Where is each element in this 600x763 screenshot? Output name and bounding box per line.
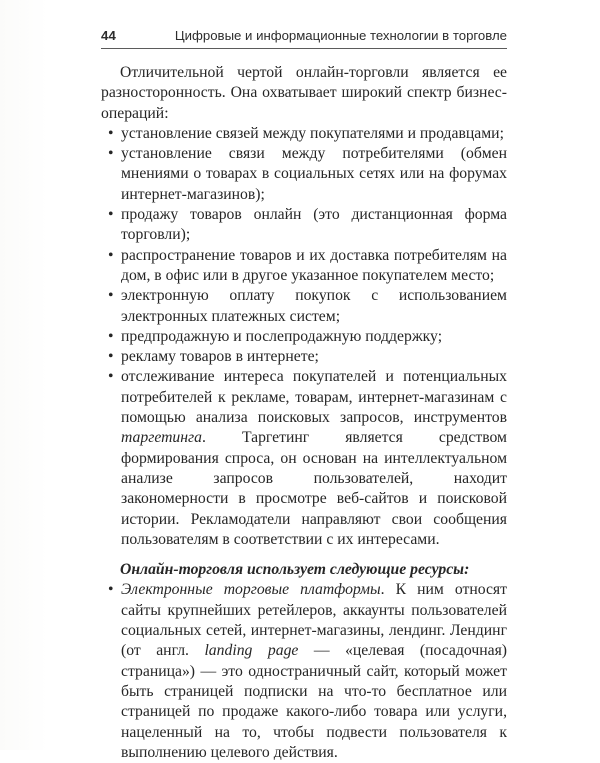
running-title: Цифровые и информационные технологии в торговле xyxy=(174,28,507,43)
list-item xyxy=(101,327,507,347)
list-item xyxy=(101,205,507,246)
bullet-icon: • xyxy=(108,287,114,305)
list-item-platforms xyxy=(101,580,507,763)
list-item xyxy=(101,347,507,367)
targeting-text-part2: . Таргетинг является средством формирования спроса, он основан на интеллектуальном анализе запросов пользователей, находит закономерности в просмотре веб-сайтов и поисковой истории. Рекламодатели направляют свои сообщения пользователям в соответствии с их интересами. xyxy=(121,429,507,548)
list-item xyxy=(101,124,507,144)
platforms-text-part1: . К ним относят сайты крупнейших ретейлеров, аккаунты пользователей социальных сетей, интернет-магазины, лендинг. Лендинг (от англ. xyxy=(121,581,507,660)
list-item xyxy=(101,144,507,205)
list-item-text: установление связи между потребителями (обмен мнениями о товарах в социальных сетях или на форумах интернет-магазинов); xyxy=(121,145,507,203)
bullet-icon: • xyxy=(108,327,114,345)
list-item xyxy=(101,286,507,327)
list-item-text: установление связей между покупателями и продавцами; xyxy=(121,124,504,142)
list-item-text: предпродажную и послепродажную поддержку; xyxy=(121,327,443,345)
targeting-text-part1: отслеживание интереса покупателей и потенциальных потребителей к рекламе, товарам, интернет-магазинам с помощью анализа поисковых запросов, инструментов xyxy=(121,368,507,427)
intro-paragraph: Отличительной чертой онлайн-торговли является ее разносторонность. Она охватывает широкий спектр бизнес-операций: xyxy=(101,64,507,122)
body-text xyxy=(101,63,507,763)
list-item-targeting xyxy=(101,367,507,550)
platforms-term: Электронные торговые платформы xyxy=(121,581,381,599)
list-item xyxy=(101,246,507,287)
list-item-text: продажу товаров онлайн (это дистанционная форма торговли); xyxy=(121,206,507,244)
bullet-icon: • xyxy=(108,348,114,366)
list-item-text: распространение товаров и их доставка потребителям на дом, в офис или в другое указанное покупателем место; xyxy=(121,246,507,284)
page-number: 44 xyxy=(101,28,117,43)
bullet-icon: • xyxy=(108,246,114,264)
header-rule xyxy=(101,48,507,49)
resources-heading: Онлайн-торговля использует следующие ресурсы: xyxy=(120,561,470,579)
list-item-text: электронную оплату покупок с использованием электронных платежных систем; xyxy=(121,287,507,325)
operations-list xyxy=(101,124,507,550)
landing-page-term: landing page xyxy=(204,642,299,660)
list-item-text: рекламу товаров в интернете; xyxy=(121,348,319,366)
bullet-icon: • xyxy=(108,581,114,599)
bullet-icon: • xyxy=(108,206,114,224)
targeting-term: таргетинга xyxy=(121,429,203,447)
page-header xyxy=(101,28,507,48)
bullet-icon: • xyxy=(108,145,114,163)
platforms-text-part2: — «целевая (посадочная) страница») — это одностраничный сайт, который может быть страницей подписки на что-то бесплатное или страницей по продаже какого-либо товара или услуги, нацеленный на то, чтобы подвести пользователя к выполнению целевого действия. xyxy=(121,642,508,761)
bullet-icon: • xyxy=(108,368,114,386)
resources-list xyxy=(101,580,507,763)
bullet-icon: • xyxy=(108,124,114,142)
